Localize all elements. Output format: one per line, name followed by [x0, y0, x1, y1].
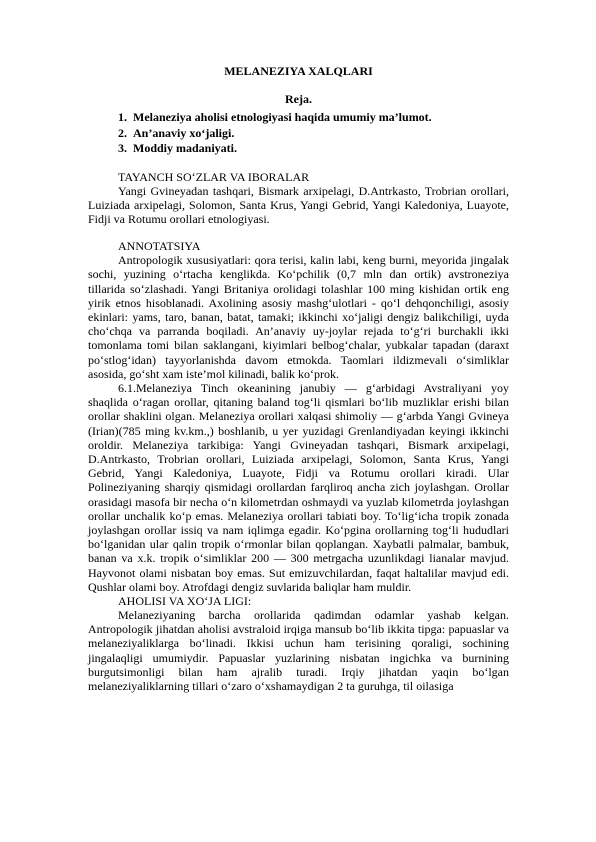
- keywords-heading: TAYANCH SO‘ZLAR VA IBORALAR: [118, 169, 310, 184]
- plan-heading: Reja.: [285, 92, 312, 106]
- plan-item-text: Melaneziya aholisi etnologiyasi haqida umumiy ma’lumot.: [133, 110, 432, 124]
- melanesia-geography-paragraph: 6.1.Melaneziya Tinch okeanining janubiy — g‘arbidagi Avstraliyani yoy shaqlida o‘ragan orollar, qitaning baland tog‘li qismlari bo‘lib muzliklar erishi bilan orollar shaklini olgan. Melaneziya orollari xalqasi shimoliy — g‘arbda Yangi Gvineya (Irian)(785 ming kv.km.,) boshlanib, u yer yuzidagi Grenlandiyadan keyingi ikkinchi oroldir. Melaneziya tarkibiga: Yangi Gvineyadan tashqari, Bismark arxipelagi, D.Antrkasto, Trobrian orollari, Luiziada arxipelagi, Solomon, Santa Krus, Yangi Gebrid, Yangi Kaledoniya, Luayote, Fidji va Rotumu orollari kiradi. Ular Polineziyaning sharqiy qismidagi orollardan farqliroq ancha zich joylashgan. Orollar orasidagi masofa bir necha o‘n kilometrdan oshmaydi va yuzlab kilometrda joylashgan orollar unchalik ko‘p emas. Melaneziya orollari tabiati boy. To‘lig‘icha tropik zonada joylashgan orollar issiq va nam iqlimga egadir. Ko‘pgina orollarning tog‘li hududlari bo‘lganidan ular qalin tropik o‘rmonlar bilan qoplangan. Xaybatli palmalar, bambuk, banan va x.k. tropik o‘simliklar 200 — 300 metrgacha uzunlikdagi lianalar mavjud. Hayvonot olami nisbatan boy emas. Sut emizuvchilardan, faqat haltalilar mavjud edi. Qushlar olami boy. Atrofdagi dengiz suvlarida baliqlar ham muldir.: [88, 380, 509, 594]
- plan-item-number: 1.: [118, 110, 127, 124]
- population-paragraph: Melaneziyaning barcha orollarida qadimdan odamlar yashab kelgan. Antropologik jihatdan aholisi avstraloid irqiga mansub bo‘lib ikkita tipga: papuaslar va melaneziyaliklarga bo‘linadi. Ikkisi uchun ham terisining qoraligi, sochining jingalaqligi umumiydir. Papuaslar yuzlarining nisbatan ingichka va burnining burgutsimonligi bilan ham ajralib turadi. Irqiy jihatdan yaqin bo‘lgan melaneziyaliklarning tillari o‘zaro o‘xshamaydigan 2 ta guruhga, til oilasiga: [88, 607, 509, 693]
- keywords-paragraph: Yangi Gvineyadan tashqari, Bismark arxipelagi, D.Antrkasto, Trobrian orollari, Luiziada arxipelagi, Solomon, Santa Krus, Yangi Gebrid, Yangi Kaledoniya, Luayote, Fidji va Rotumu orollari etnologiyasi.: [88, 183, 509, 226]
- plan-item: [88, 126, 509, 142]
- document-title: MELANEZIYA XALQLARI: [224, 64, 373, 78]
- plan-item-number: 2.: [118, 125, 127, 140]
- plan-item-text: An’anaviy xo‘jaligi.: [133, 125, 235, 140]
- plan-item-number: 3.: [118, 141, 127, 155]
- plan-item: [88, 141, 509, 157]
- plan-item-text: Moddiy madaniyati.: [133, 141, 238, 155]
- plan-list: [88, 110, 509, 157]
- population-heading: AHOLISI VA XO‘JA LIGI:: [118, 593, 252, 608]
- annotation-heading: ANNOTATSIYA: [118, 239, 201, 254]
- plan-item: [88, 110, 509, 126]
- annotation-paragraph: Antropologik xususiyatlari: qora terisi, kalin labi, keng burni, meyorida jingalak sochi, yuzining o‘rtacha kenglikda. Ko‘pchilik (0,7 mln dan ortik) avstroneziya tillarida so‘zlashadi. Yangi Britaniya orolidagi tolashlar 100 ming kishidan ortik eng yirik etnos hisoblanadi. Axolining asosiy mashg‘ulotlari - qo‘l dehqonchiligi, asosiy ekinlari: yams, taro, banan, batat, tamaki; ikkinchi xo‘jaligi dengiz balikchiligi, uyda cho‘chqa va parranda boqiladi. An’anaviy uy-joylar rejada to‘g‘ri burchakli ikki tomonlama tomi bilan saklangani, kiyimlari belbog‘chalar, yubkalar tapadan (daraxt po‘stlog‘idan) tayyorlanishda davom etmokda. Taomlari ildizmevali o‘simliklar asosida, go‘sht xam iste’mol kilinadi, balik ko‘prok.: [88, 253, 509, 381]
- document-page: [88, 64, 509, 693]
